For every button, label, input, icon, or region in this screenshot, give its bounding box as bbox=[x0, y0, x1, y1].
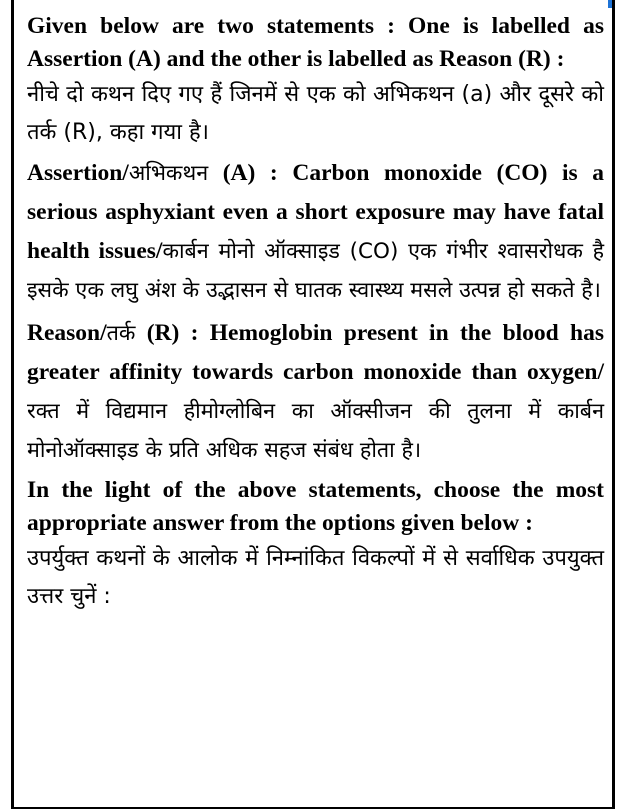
assertion-text-en: Carbon monoxide (CO) is a serious asphyxiant even a short exposure may have fatal health issues/ bbox=[27, 160, 604, 264]
assertion-marker: (A) : bbox=[208, 160, 293, 186]
intro-english: Given below are two statements : One is labelled as Assertion (A) and the other is labelled as Reason (R) : bbox=[27, 13, 604, 72]
assertion-label-en: Assertion/ bbox=[27, 160, 129, 186]
reason-statement bbox=[27, 314, 604, 470]
reason-text-en: Hemoglobin present in the blood has greater affinity towards carbon monoxide than oxygen/ bbox=[27, 320, 604, 385]
instruction-english: In the light of the above statements, choose the most appropriate answer from the options given below : bbox=[27, 477, 604, 536]
reason-label-en: Reason/ bbox=[27, 320, 107, 346]
assertion-label-hi: अभिकथन bbox=[128, 161, 209, 186]
reason-marker: (R) : bbox=[135, 320, 210, 346]
assertion-text-hi: कार्बन मोनो ऑक्साइड (CO) एक गंभीर श्वासरोधक है इसके एक लघु अंश के उद्भासन से घातक स्वास्थ्य मसले उत्पन्न हो सकते है। bbox=[27, 239, 604, 303]
assertion-statement bbox=[27, 154, 604, 310]
reason-text-hi: रक्त में विद्यमान हीमोग्लोबिन का ऑक्सीजन की तुलना में कार्बन मोनोऑक्साइड के प्रति अधिक सहज संबंध होता है। bbox=[27, 399, 604, 463]
intro-hindi: नीचे दो कथन दिए गए हैं जिनमें से एक को अभिकथन (a) और दूसरे को तर्क (R), कहा गया है। bbox=[27, 82, 604, 145]
frame-accent-mark bbox=[608, 0, 612, 8]
instruction-hindi: उपर्युक्त कथनों के आलोक में निम्नांकित विकल्पों में से सर्वाधिक उपयुक्त उत्तर चुनें : bbox=[27, 546, 604, 609]
question-content bbox=[27, 10, 604, 616]
reason-label-hi: तर्क bbox=[106, 321, 136, 346]
